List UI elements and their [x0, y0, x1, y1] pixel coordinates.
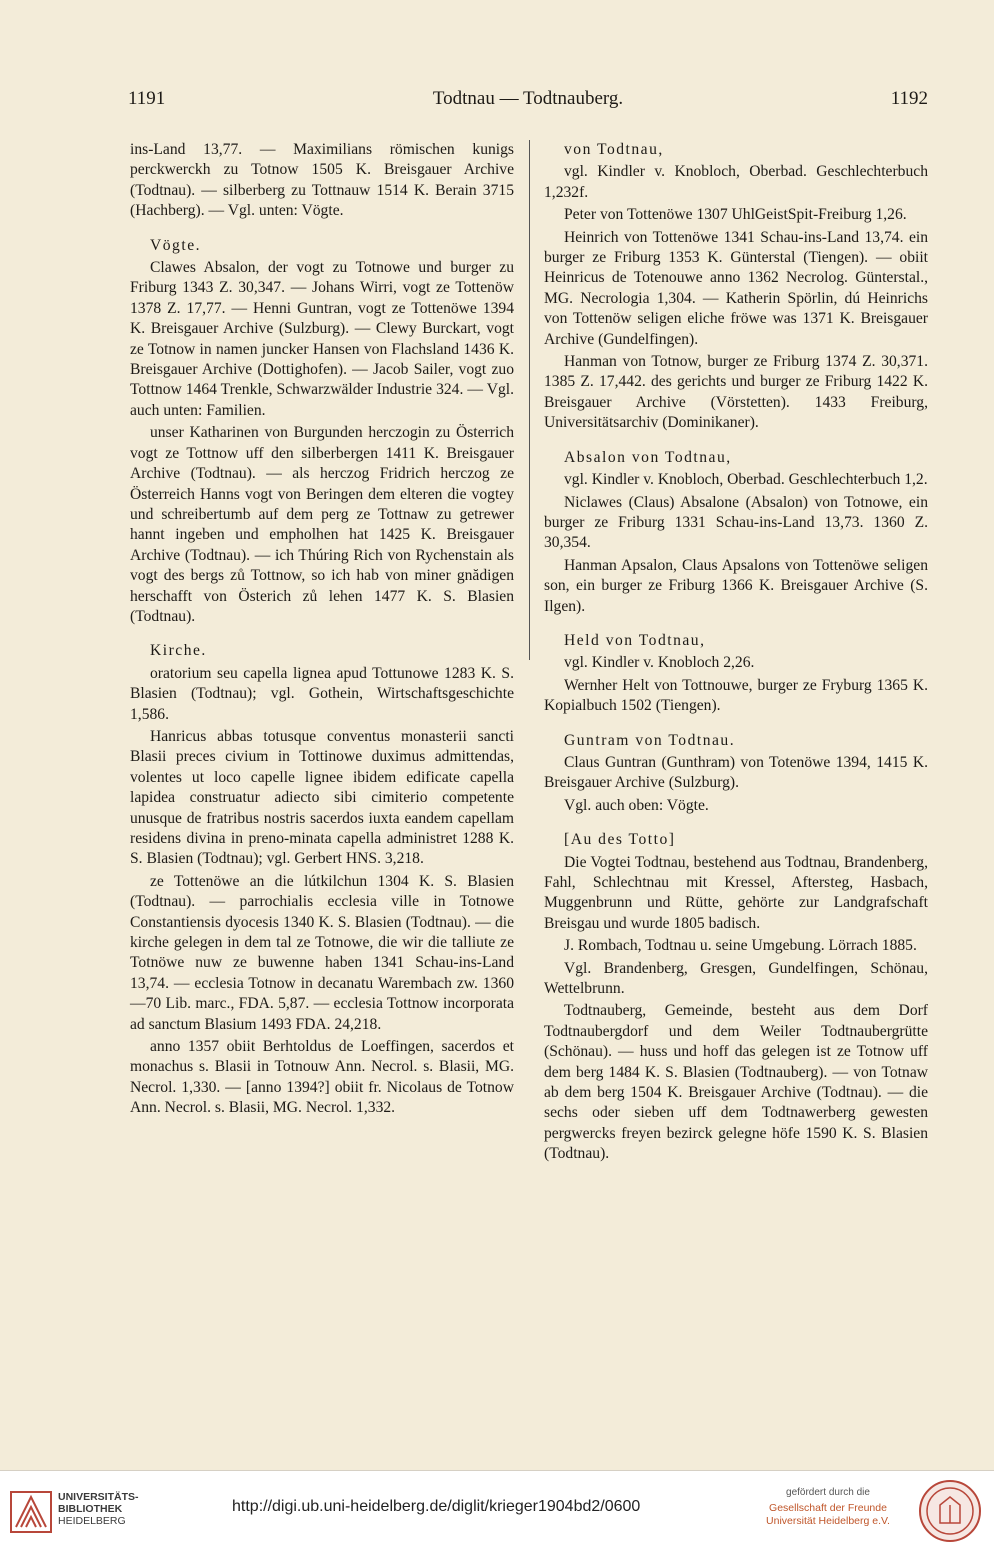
right-column — [544, 140, 928, 1167]
page-number-left: 1191 — [128, 88, 166, 109]
paragraph: Die Vogtei Todtnau, bestehend aus Todtnau, Brandenberg, Fahl, Schlechtnau mit Kressel, Aftersteg, Hasbach, Muggenbrunn und Rütte, gehörte zur Landgrafschaft Breisgau und wurde 1805 badisch. — [544, 853, 928, 932]
page-header — [128, 88, 928, 114]
paragraph: unser Katharinen von Burgunden herczogin zu Österrich vogt ze Tottnow uff den silberbergen 1411 K. Breisgauer Archive (Todtnau). — als herczog Fridrich herczog ze Österreich Hanns vogt von Beringen dem elteren die vogtey und schreibertumb auf dem perg ze Tottnaw zu getrewer hannt ingeben und empholhen hat 1425 K. Breisgauer Archive (Todtnau). — ich Thúring Rich von Rychenstain als vogt des bergs zů Tottnow, so ich hab von miner gnădigen herschafft von Österich zů lehen 1477 K. S. Blasien (Todtnau). — [130, 424, 514, 625]
library-name — [58, 1491, 139, 1527]
section-heading: Guntram von Todtnau. — [564, 731, 736, 749]
sponsor-name — [752, 1502, 904, 1528]
paragraph: Hanman Apsalon, Claus Apsalons von Tottenöwe seligen son, ein burger ze Friburg 1366 K. Breisgauer Archive (S. Ilgen). — [544, 556, 928, 615]
page-number-right: 1192 — [890, 88, 928, 109]
library-logo-icon — [10, 1491, 52, 1533]
sponsor-block — [752, 1487, 904, 1528]
section-heading: Held von Todtnau, — [564, 631, 706, 649]
paragraph: J. Rombach, Todtnau u. seine Umgebung. Lörrach 1885. — [564, 937, 917, 955]
paragraph: Claus Guntran (Gunthram) von Totenöwe 1394, 1415 K. Breisgauer Archive (Sulzburg). — [544, 753, 928, 792]
section-heading: Vögte. — [150, 236, 202, 254]
section-heading: von Todtnau, — [564, 141, 664, 158]
library-name-line-2: BIBLIOTHEK — [58, 1503, 123, 1515]
paragraph: oratorium seu capella lignea apud Tottunowe 1283 K. S. Blasien (Todtnau); vgl. Gothein, Wirtschaftsgeschichte 1,586. — [130, 664, 514, 723]
library-name-line-3: HEIDELBERG — [58, 1515, 126, 1527]
sponsor-name-line-2: Universität Heidelberg e.V. — [766, 1515, 890, 1527]
sponsor-name-line-1: Gesellschaft der Freunde — [769, 1502, 887, 1514]
library-name-line-1: UNIVERSITÄTS- — [58, 1491, 139, 1503]
section-heading: [Au des Totto] — [564, 831, 676, 849]
paragraph: vgl. Kindler v. Knobloch, Oberbad. Geschlechterbuch 1,232f. — [544, 163, 928, 201]
paragraph: Niclawes (Claus) Absalone (Absalon) von Totnowe, ein burger ze Friburg 1331 Schau-ins-Land 13,73. 1360 Z. 30,354. — [544, 493, 928, 552]
paragraph: Hanman von Totnow, burger ze Friburg 1374 Z. 30,371. 1385 Z. 17,442. des gerichts und burger ze Friburg 1422 K. Breisgauer Archive (Vörstetten). 1433 Freiburg, Universitätsarchiv (Dominikaner). — [544, 353, 928, 432]
left-column — [130, 140, 514, 1121]
paragraph: anno 1357 obiit Berhtoldus de Loeffingen, sacerdos et monachus s. Blasii in Totnouw Ann. Necrol. s. Blasii, MG. Necrol. 1,330. — [anno 1394?] obiit fr. Nicolaus de Totnow Ann. Necrol. s. Blasii, MG. Necrol. 1,332. — [130, 1038, 514, 1117]
section-heading: Absalon von Todtnau, — [564, 448, 732, 466]
paragraph: vgl. Kindler v. Knobloch, Oberbad. Geschlechterbuch 1,2. — [564, 471, 928, 489]
paragraph: Heinrich von Tottenöwe 1341 Schau-ins-Land 13,74. ein burger ze Friburg 1353 K. Günterstal (Tiengen). — obiit Heinricus de Totenouwe anno 1362 Necrolog. Günterstal., MG. Necrologia 1,304. — Katherin Spörlin, dú Heinrichs von Tottenöw seligen eliche fröwe was 1371 K. Breisgauer Archive (Gundelfingen). — [544, 228, 928, 348]
running-title: Todtnau — Todtnauberg. — [432, 88, 624, 109]
section-heading: Kirche. — [150, 642, 207, 660]
permalink[interactable]: http://digi.ub.uni-heidelberg.de/diglit/krieger1904bd2/0600 — [232, 1498, 641, 1515]
paragraph: vgl. Kindler v. Knobloch 2,26. — [564, 654, 755, 672]
paragraph: Vgl. auch oben: Vögte. — [564, 796, 709, 814]
sponsor-intro: gefördert durch die — [786, 1487, 870, 1498]
column-divider — [529, 140, 530, 660]
digitization-footer — [0, 1470, 994, 1551]
paragraph: Vgl. Brandenberg, Gresgen, Gundelfingen, Schönau, Wettelbrunn. — [544, 959, 928, 998]
paragraph: Todtnauberg, Gemeinde, besteht aus dem Dorf Todtnaubergdorf und dem Weiler Todtnaubergrütte (Schönau). — huss und hoff das gelegen ist ze Totnow uff dem berg 1484 K. S. Blasien (Todtnauberg). — von Totnaw ab dem berg 1504 K. Breisgauer Archive (Todtnau). — die sechs oder sieben uff dem Todtnawerberg gewesten pergwercks freyen bezirck gelegne höfe 1590 K. S. Blasien (Todtnau). — [544, 1002, 928, 1163]
paragraph: Clawes Absalon, der vogt zu Totnowe und burger zu Friburg 1343 Z. 30,347. — Johans Wirri, vogt ze Tottenöw 1378 Z. 17,77. — Henni Guntran, vogt ze Tottenöwe 1394 K. Breisgauer Archive (Sulzburg). — Clewy Burckart, vogt ze Totnow in namen juncker Hansen von Flachsland 1436 K. Breisgauer Archive (Dottighofen). — Jacob Sailer, vogt zuo Tottnow 1464 Trenkle, Schwarzwälder Industrie 324. — Vgl. auch unten: Familien. — [130, 259, 514, 419]
paragraph: Peter von Tottenöwe 1307 UhlGeistSpit-Freiburg 1,26. — [564, 206, 907, 224]
paragraph: ze Tottenöwe an die lútkilchun 1304 K. S. Blasien (Todtnau). — parrochialis ecclesia ville in Totnowe Constantiensis dyocesis 1340 K. S. Blasien (Todtnau). — die kirche gelegen in dem tal ze Totnowe, die wir die talliute ze Totnöwe nuw ze buwenne haben 1341 Schau-ins-Land 13,74. — ecclesia Totnow in decanatu Warembach zw. 1360 —70 Lib. marc., FDA. 5,87. — ecclesia Tottnow incorporata ad sanctum Blasium 1493 FDA. 24,218. — [130, 872, 514, 1033]
paragraph: ins-Land 13,77. — Maximilians römischen kunigs perckwerckh zu Totnow 1505 K. Breisgauer Archive (Todtnau). — silberberg zu Tottnauw 1514 K. Berain 3715 (Hachberg). — Vgl. unten: Vögte. — [130, 141, 514, 220]
paragraph: Wernher Helt von Tottnouwe, burger ze Fryburg 1365 K. Kopialbuch 1502 (Tiengen). — [544, 676, 928, 715]
paragraph: Hanricus abbas totusque conventus monasterii sancti Blasii preces civium in Tottinowe duximus admittendas, volentes ut loco capelle lignee ibidem edificate capella lapidea construatur adiecto sibi cimiterio competente unusque de fratribus nostris sacerdos iuxta eandem capellam residens divina in preno-minata capella administret 1288 K. S. Blasien (Todtnau); vgl. Gerbert HNS. 3,218. — [130, 727, 514, 868]
university-seal-icon — [918, 1479, 982, 1543]
